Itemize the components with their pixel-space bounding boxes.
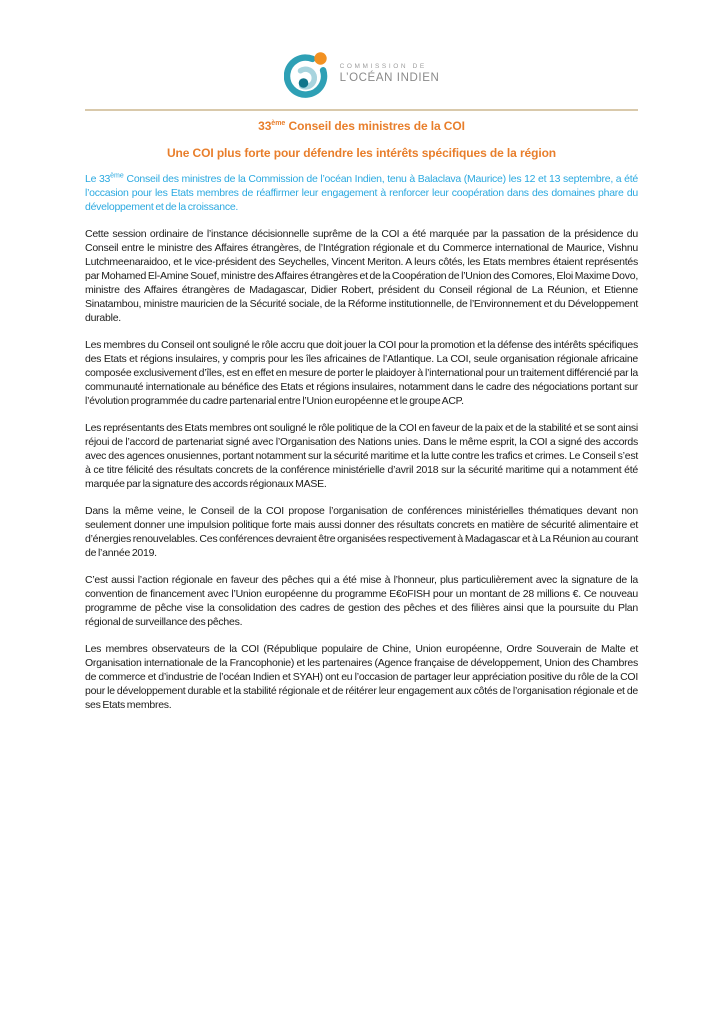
body-paragraph-2: Les membres du Conseil ont souligné le rôle accru que doit jouer la COI pour la promotion et la défense des intérêts spécifiques des Etats et régions insulaires, y compris pour les îles africaines de l’Atlantique. La COI, seule organisation régionale africaine composée exclusivement d’îles, est en effet en mesure de porter le plaidoyer à l’international pour un traitement différencié par la communauté internationale au bénéfice des Etats et régions insulaires, notamment dans le cadre des négociations portant sur l’évolution programmée du cadre partenarial entre l’Union européenne et le groupe ACP. xyxy=(85,339,638,407)
page-title-number: 33 xyxy=(258,119,272,133)
page-title-superscript: ème xyxy=(271,120,286,127)
header-divider xyxy=(85,109,638,111)
page-title-text: Conseil des ministres de la COI xyxy=(285,119,465,133)
intro-superscript: ème xyxy=(110,172,124,180)
body-paragraph-6: Les membres observateurs de la COI (République populaire de Chine, Union européenne, Ordre Souverain de Malte et Organisation internationale de la Francophonie) et les partenaires (Agence française de développement, Union des Chambres de commerce et d’industrie de l’océan Indien et SYAH) ont eu l’occasion de partager leur appréciation positive du rôle de la COI pour le développement durable et la stabilité régionale et de réitérer leur engagement aux côtés de l’organisation régionale et de ses Etats membres. xyxy=(85,643,638,711)
body-paragraph-3: Les représentants des Etats membres ont souligné le rôle politique de la COI en faveur de la paix et de la stabilité et se sont ainsi réjoui de l’accord de partenariat signé avec l’Organisation des Nations unies. Dans le même esprit, la COI a signé des accords avec des agences onusiennes, portant notamment sur la sécurité maritime et la lutte contre les trafics et crimes. Le Conseil s’est à ce titre félicité des résultats concrets de la conférence ministérielle d’avril 2018 sur la sécurité maritime qui a notamment été marquée par la signature des accords régionaux MASE. xyxy=(85,422,638,490)
page-title xyxy=(85,119,638,133)
page-subtitle: Une COI plus forte pour défendre les intérêts spécifiques de la région xyxy=(166,146,557,160)
logo-wordmark-top: COMMISSION DE xyxy=(339,62,427,70)
intro-paragraph xyxy=(85,172,638,214)
coi-swirl-icon xyxy=(284,47,331,100)
body-paragraph-4: Dans la même veine, le Conseil de la COI propose l’organisation de conférences ministérielles thématiques devant non seulement donner une impulsion politique forte mais aussi donner des résultats concrets en matière de sécurité alimentaire et d’énergies renouvelables. Ces conférences devraient être organisées respectivement à Madagascar et à La Réunion au courant de l’année 2019. xyxy=(85,505,638,559)
body-paragraph-1: Cette session ordinaire de l’instance décisionnelle suprême de la COI a été marquée par la passation de la présidence du Conseil entre le ministre des Affaires étrangères, de l’Intégration régionale et du Commerce international de Maurice, Vishnu Lutchmeenaraidoo, et le vice-président des Seychelles, Vincent Meriton. A leurs côtés, les Etats membres étaient représentés par Mohamed El-Amine Souef, ministre des Affaires étrangères et de la Coopération de l’Union des Comores, Eloi Maxime Dovo, ministre des Affaires étrangères de Madagascar, Didier Robert, président du Conseil régional de La Réunion, et Etienne Sinatambou, ministre mauricien de la Sécurité sociale, de la Réforme institutionnelle, de l’Environnement et du Développement durable. xyxy=(85,228,638,324)
body-paragraph-5: C’est aussi l’action régionale en faveur des pêches qui a été mise à l’honneur, plus particulièrement avec la signature de la convention de financement avec l’Union européenne du programme E€oFISH pour un montant de 28 millions €. Ce nouveau programme de pêche vise la consolidation des cadres de gestion des pêches et des filières ainsi que la poursuite du Plan régional de surveillance des pêches. xyxy=(85,574,638,628)
coi-logo xyxy=(85,46,638,100)
intro-before-sup: Le 33 xyxy=(85,173,111,185)
intro-after-sup: Conseil des ministres de la Commission de l’océan Indien, tenu à Balaclava (Maurice) les 12 et 13 septembre, a été l’occasion pour les Etats membres de réaffirmer leur engagement à renforcer leur coopération dans des domaines phare du développement et de la croissance. xyxy=(85,173,638,213)
coi-logo-text xyxy=(340,63,440,84)
logo-wordmark-bottom: L’OCÉAN INDIEN xyxy=(339,71,440,84)
